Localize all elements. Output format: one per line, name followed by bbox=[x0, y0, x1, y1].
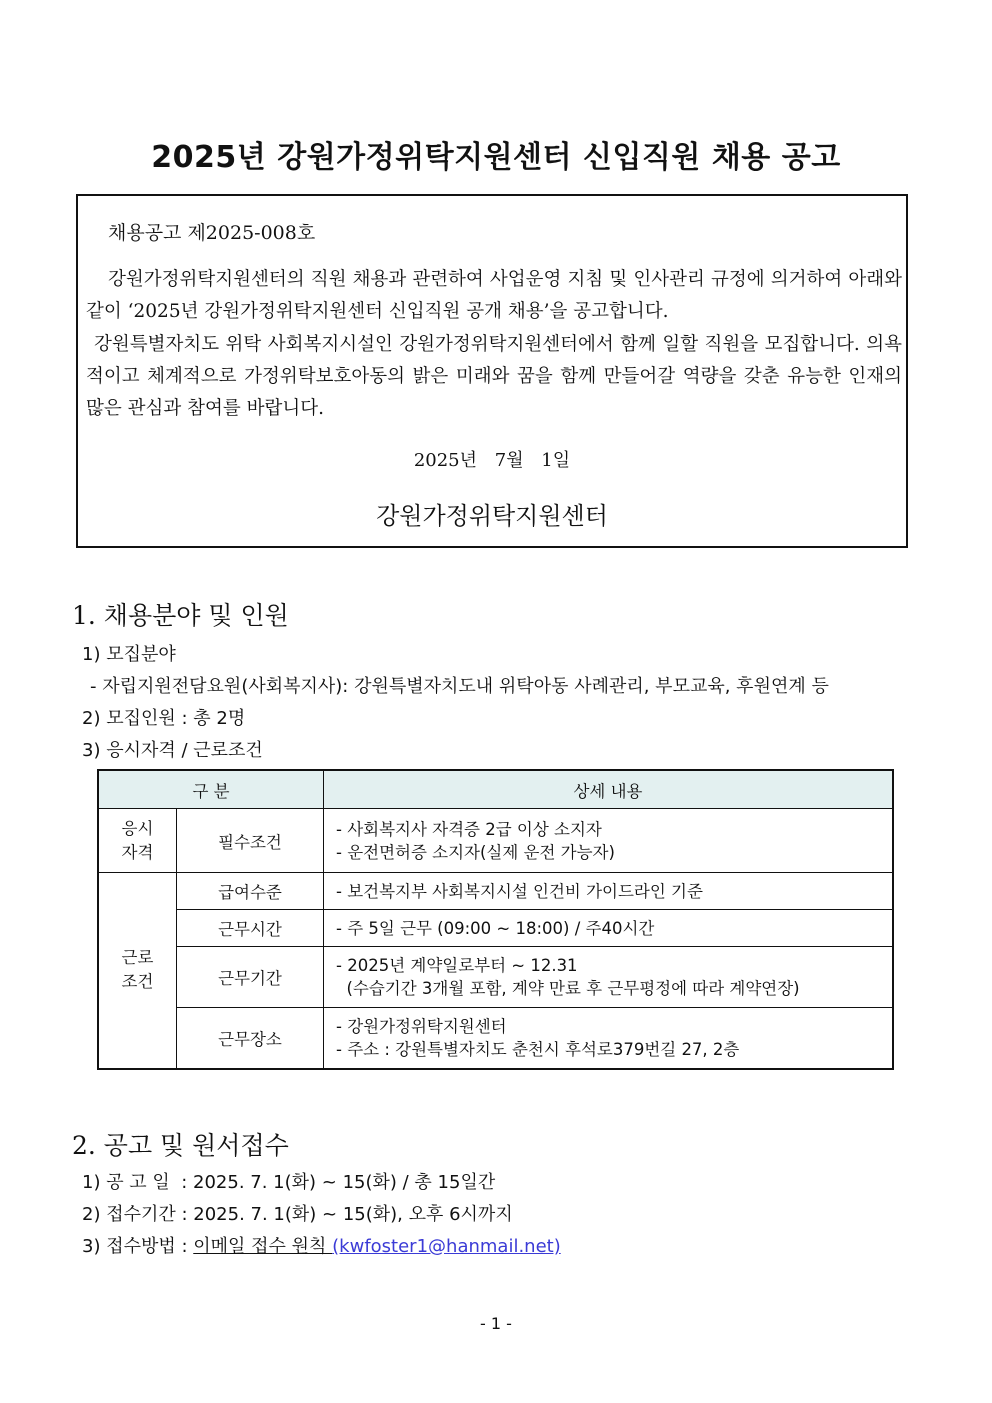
notice-paragraph-2: 강원특별자치도 위탁 사회복지시설인 강원가정위탁지원센터에서 함께 일할 직원을 모집합니다. 의욕적이고 체계적으로 가정위탁보호아동의 밝은 미래와 꿈을 함께 만들어갈 역량을 갖춘 유능한 인재의 많은 관심과 참여를 바랍니다. bbox=[86, 334, 902, 419]
section-1-heading: 1. 채용분야 및 인원 bbox=[72, 601, 289, 630]
table-row-label: 필수조건 bbox=[177, 809, 324, 873]
table-row-label: 근무장소 bbox=[177, 1008, 324, 1069]
section-1-item-3: 3) 응시자격 / 근로조건 bbox=[82, 740, 263, 761]
notice-paragraph-1: 강원가정위탁지원센터의 직원 채용과 관련하여 사업운영 지침 및 인사관리 규정에 의거하여 아래와 같이 ‘2025년 강원가정위탁지원센터 신입직원 공개 채용’을 공고합니다. bbox=[86, 269, 902, 322]
table-row-label: 근무기간 bbox=[177, 947, 324, 1008]
section-1-item-2: 2) 모집인원 : 총 2명 bbox=[82, 708, 246, 729]
section-1-item-1-detail: - 자립지원전담요원(사회복지사): 강원특별자치도내 위탁아동 사례관리, 부모교육, 후원연계 등 bbox=[90, 676, 829, 697]
email-link[interactable]: (kwfoster1@hanmail.net) bbox=[332, 1236, 561, 1257]
table-row-detail: - 강원가정위탁지원센터 - 주소 : 강원특별자치도 춘천시 후석로379번길 27, 2층 bbox=[324, 1008, 894, 1069]
section-1-item-1: 1) 모집분야 bbox=[82, 644, 176, 665]
notice-number: 채용공고 제2025-008호 bbox=[108, 222, 316, 244]
table-group-working-conditions: 근로 조건 bbox=[98, 873, 177, 1069]
table-row-label: 근무시간 bbox=[177, 910, 324, 947]
table-row bbox=[98, 1008, 893, 1069]
table-row bbox=[98, 809, 893, 873]
table-group-qualification: 응시 자격 bbox=[98, 809, 177, 873]
table-row-label: 급여수준 bbox=[177, 873, 324, 910]
table-header-row bbox=[98, 770, 893, 809]
notice-organization: 강원가정위탁지원센터 bbox=[376, 502, 608, 530]
table-row-detail: - 2025년 계약일로부터 ~ 12.31 (수습기간 3개월 포함, 계약 만료 후 근무평정에 따라 계약연장) bbox=[324, 947, 894, 1008]
table-row-detail: - 주 5일 근무 (09:00 ~ 18:00) / 주40시간 bbox=[324, 910, 894, 947]
table-row-detail: - 보건복지부 사회복지시설 인건비 가이드라인 기준 bbox=[324, 873, 894, 910]
notice-date: 2025년 7월 1일 bbox=[413, 450, 571, 471]
table-row-detail: - 사회복지사 자격증 2급 이상 소지자 - 운전면허증 소지자(실제 운전 가능자) bbox=[324, 809, 894, 873]
table-row bbox=[98, 873, 893, 910]
table-header-category: 구 분 bbox=[98, 770, 324, 809]
section-2-item-2: 2) 접수기간 : 2025. 7. 1(화) ~ 15(화), 오후 6시까지 bbox=[82, 1204, 513, 1225]
conditions-table bbox=[97, 769, 894, 1070]
table-row bbox=[98, 947, 893, 1008]
application-method: 이메일 접수 원칙 bbox=[193, 1236, 333, 1257]
page-number: - 1 - bbox=[480, 1314, 512, 1333]
section-2-heading: 2. 공고 및 원서접수 bbox=[72, 1131, 289, 1160]
table-header-detail: 상세 내용 bbox=[324, 770, 894, 809]
section-2-item-1: 1) 공 고 일 : 2025. 7. 1(화) ~ 15(화) / 총 15일간 bbox=[82, 1172, 496, 1193]
table-row bbox=[98, 910, 893, 947]
notice-box bbox=[76, 194, 908, 548]
page-title: 2025년 강원가정위탁지원센터 신입직원 채용 공고 bbox=[151, 140, 841, 175]
section-2-item-3: 3) 접수방법 : 이메일 접수 원칙 (kwfoster1@hanmail.net) bbox=[82, 1236, 561, 1257]
